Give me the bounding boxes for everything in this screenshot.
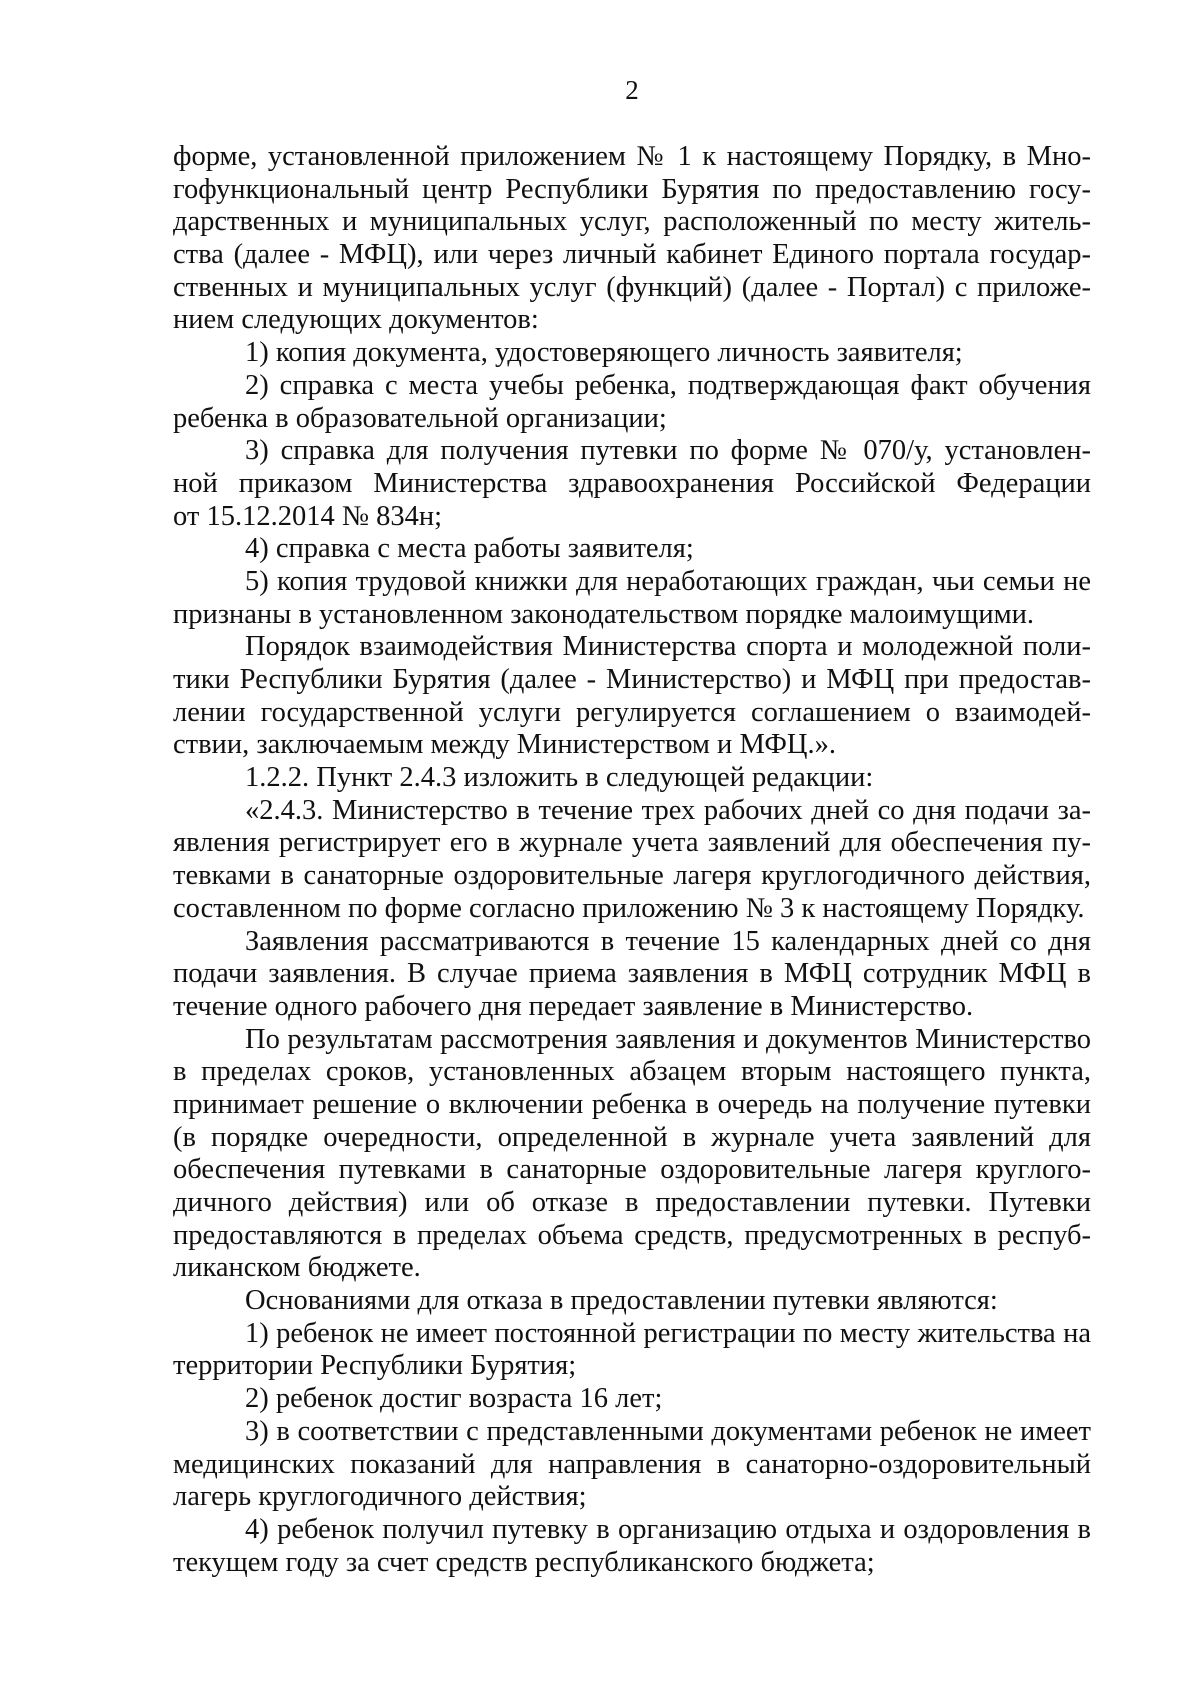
text-line: По результатам рассмотрения заявления и документов Министерство — [245, 1023, 1091, 1055]
text-line: Порядок взаимодействия Министерства спорта и молодежной поли- — [245, 631, 1091, 663]
text-line: ствии, заключаемым между Министерством и МФЦ.». — [173, 729, 837, 761]
text-line: территории Республики Бурятия; — [173, 1350, 577, 1382]
text-line: тики Республики Бурятия (далее - Министерство) и МФЦ при предостав- — [173, 664, 1091, 695]
page-number: 2 — [625, 75, 639, 105]
text-line: составленном по форме согласно приложению № 3 к настоящему Порядку. — [173, 892, 1085, 924]
text-line: ной приказом Министерства здравоохранения Российской Федерации — [173, 467, 1091, 499]
text-line: дарственных и муниципальных услуг, расположенный по месту житель- — [173, 206, 1091, 238]
text-line: «2.4.3. Министерство в течение трех рабочих дней со дня подачи за- — [245, 794, 1091, 826]
text-line: 3) в соответствии с представленными документами ребенок не имеет — [245, 1415, 1091, 1447]
text-line: ственных и муниципальных услуг (функций) (далее - Портал) с приложе- — [173, 271, 1091, 303]
text-line: ства (далее - МФЦ), или через личный кабинет Единого портала государ- — [173, 239, 1091, 271]
text-line: дичного действия) или об отказе в предоставлении путевки. Путевки — [173, 1187, 1091, 1218]
text-line: явления регистрирует его в журнале учета заявлений для обеспечения пу- — [173, 827, 1091, 859]
text-line: предоставляются в пределах объема средств, предусмотренных в респуб- — [173, 1219, 1091, 1251]
text-line: тевками в санаторные оздоровительные лагеря круглогодичного действия, — [173, 860, 1091, 892]
text-line: 1) копия документа, удостоверяющего личность заявителя; — [245, 337, 963, 369]
text-line: 4) справка с места работы заявителя; — [245, 533, 694, 565]
text-line: от 15.12.2014 № 834н; — [173, 500, 443, 532]
text-line: обеспечения путевками в санаторные оздоровительные лагеря круглого- — [173, 1154, 1091, 1186]
text-line: принимает решение о включении ребенка в очередь на получение путевки — [173, 1088, 1091, 1120]
text-line: 2) справка с места учебы ребенка, подтверждающая факт обучения — [245, 369, 1091, 401]
text-line: форме, установленной приложением № 1 к настоящему Порядку, в Мно- — [173, 141, 1091, 172]
text-line: признаны в установленном законодательством порядке малоимущими. — [173, 598, 1035, 630]
text-line: медицинских показаний для направления в санаторно-оздоровительный — [173, 1448, 1091, 1480]
text-line: гофункциональный центр Республики Бурятия по предоставлению госу- — [173, 173, 1091, 205]
text-line: 1) ребенок не имеет постоянной регистрации по месту жительства на — [245, 1317, 1091, 1349]
text-line: 4) ребенок получил путевку в организацию отдыха и оздоровления в — [245, 1513, 1091, 1545]
text-line: 1.2.2. Пункт 2.4.3 изложить в следующей редакции: — [245, 762, 874, 794]
text-line: течение одного рабочего дня передает заявление в Министерство. — [173, 990, 974, 1022]
text-line: подачи заявления. В случае приема заявления в МФЦ сотрудник МФЦ в — [173, 958, 1091, 990]
text-line: 2) ребенок достиг возраста 16 лет; — [245, 1383, 663, 1415]
text-line: ликанском бюджете. — [173, 1252, 421, 1284]
document-body — [173, 141, 1091, 1579]
document-page — [173, 0, 1091, 1698]
text-line: 3) справка для получения путевки по форме № 070/у, установлен- — [245, 435, 1091, 467]
text-line: текущем году за счет средств республиканского бюджета; — [173, 1546, 875, 1578]
text-line: лении государственной услуги регулируется соглашением о взаимодей- — [173, 696, 1091, 728]
text-line: лагерь круглогодичного действия; — [173, 1481, 587, 1513]
text-line: ребенка в образовательной организации; — [173, 402, 667, 434]
text-line: в пределах сроков, установленных абзацем вторым настоящего пункта, — [173, 1056, 1091, 1088]
text-line: (в порядке очередности, определенной в журнале учета заявлений для — [173, 1121, 1091, 1153]
text-line: Основаниями для отказа в предоставлении путевки являются: — [245, 1285, 998, 1317]
text-line: 5) копия трудовой книжки для неработающих граждан, чьи семьи не — [245, 565, 1091, 597]
text-line: Заявления рассматриваются в течение 15 календарных дней со дня — [245, 925, 1091, 957]
text-line: нием следующих документов: — [173, 304, 539, 336]
